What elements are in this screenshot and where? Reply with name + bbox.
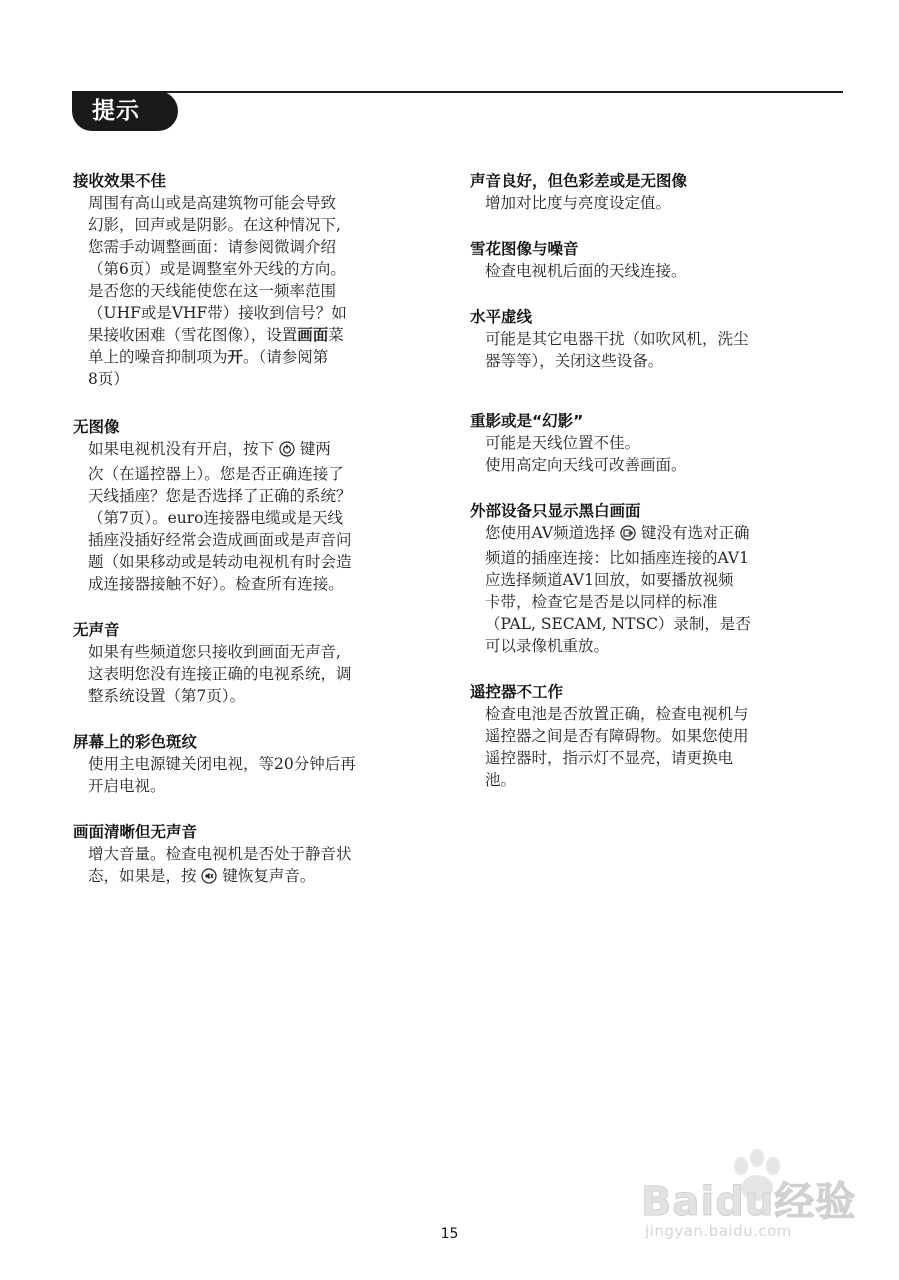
section-ghosting bbox=[470, 410, 840, 476]
section-heading: 声音良好，但色彩差或是无图像 bbox=[470, 172, 688, 190]
section-heading: 雪花图像与噪音 bbox=[470, 240, 579, 258]
section-external-bw bbox=[470, 500, 840, 657]
section-good-sound-poor-color bbox=[470, 170, 840, 214]
page-number: 15 bbox=[440, 1226, 459, 1242]
power-button-icon bbox=[279, 441, 295, 463]
section-heading: 重影或是“幻影” bbox=[470, 412, 584, 430]
left-column bbox=[73, 170, 443, 890]
section-body: 检查电池是否放置正确，检查电视机与 遥控器之间是否有障碍物。如果您使用 遥控器时，指示灯不显亮，请更换电 池。 bbox=[485, 705, 749, 789]
section-clear-picture-no-sound bbox=[73, 821, 443, 890]
section-body: 如果电视机没有开启，按下 键两 次（在遥控器上）。您是否正确连接了 天线插座？您是否选择了正确的系统？ （第7页）。euro连接器电缆或是天线 插座没插好经常会造成画面或是声音问 题（如果移动或是转动电视机有时会造 成连接器接触不好）。检查所有连接。 bbox=[88, 440, 352, 593]
section-body: 周围有高山或是高建筑物可能会导致 幻影，回声或是阴影。在这种情况下, 您需手动调整画面：请参阅微调介绍 （第6页）或是调整室外天线的方向。 是否您的天线能使您在这一频率范围 （UHF或是VHF带）接收到信号？如 果接收困难（雪花图像），设置画面菜 单上的噪音抑制项为开。（请参阅第 8页） bbox=[88, 194, 347, 388]
section-heading: 屏幕上的彩色斑纹 bbox=[73, 733, 198, 751]
section-horizontal-dashes bbox=[470, 306, 840, 372]
section-heading: 接收效果不佳 bbox=[73, 172, 167, 190]
section-remote-not-working bbox=[470, 681, 840, 791]
section-poor-reception bbox=[73, 170, 443, 390]
section-body: 如果有些频道您只接收到画面无声音, 这表明您没有连接正确的电视系统，调 整系统设置（第7页）。 bbox=[88, 643, 352, 705]
av-select-button-icon bbox=[620, 525, 636, 547]
section-no-picture bbox=[73, 416, 443, 595]
section-heading: 画面清晰但无声音 bbox=[73, 823, 198, 841]
page-title: 提示 bbox=[72, 91, 178, 131]
section-body: 您使用AV频道选择 键没有选对正确 频道的插座连接：比如插座连接的AV1 应选择频道AV1回放，如要播放视频 卡带，检查它是否是以同样的标准 （PAL, SECAM, NTSC）录制，是否 可以录像机重放。 bbox=[485, 524, 751, 655]
section-heading: 无图像 bbox=[73, 418, 120, 436]
baidu-watermark bbox=[633, 1148, 858, 1248]
right-column bbox=[470, 170, 840, 791]
section-body: 检查电视机后面的天线连接。 bbox=[485, 262, 687, 280]
section-heading: 遥控器不工作 bbox=[470, 683, 564, 701]
mute-button-icon bbox=[201, 868, 217, 890]
section-color-patches bbox=[73, 731, 443, 797]
section-heading: 水平虚线 bbox=[470, 308, 533, 326]
section-no-sound bbox=[73, 619, 443, 707]
section-heading: 无声音 bbox=[73, 621, 120, 639]
on-keyword: 开 bbox=[227, 348, 244, 366]
section-body: 增加对比度与亮度设定值。 bbox=[485, 194, 672, 212]
section-body: 增大音量。检查电视机是否处于静音状 态，如果是，按 键恢复声音。 bbox=[73, 843, 443, 890]
header-rule bbox=[100, 91, 843, 93]
menu-keyword: 画面 bbox=[297, 326, 329, 344]
section-body: 可能是天线位置不佳。 使用高定向天线可改善画面。 bbox=[485, 434, 687, 474]
section-snow-noise bbox=[470, 238, 840, 282]
watermark-url: jingyan.baidu.com bbox=[645, 1222, 792, 1240]
watermark-logo-text: Baidu经验 bbox=[641, 1179, 857, 1225]
section-body: 可能是其它电器干扰（如吹风机，洗尘 器等等），关闭这些设备。 bbox=[485, 330, 749, 370]
section-body: 使用主电源键关闭电视，等20分钟后再 开启电视。 bbox=[88, 755, 356, 795]
section-heading: 外部设备只显示黑白画面 bbox=[470, 502, 641, 520]
